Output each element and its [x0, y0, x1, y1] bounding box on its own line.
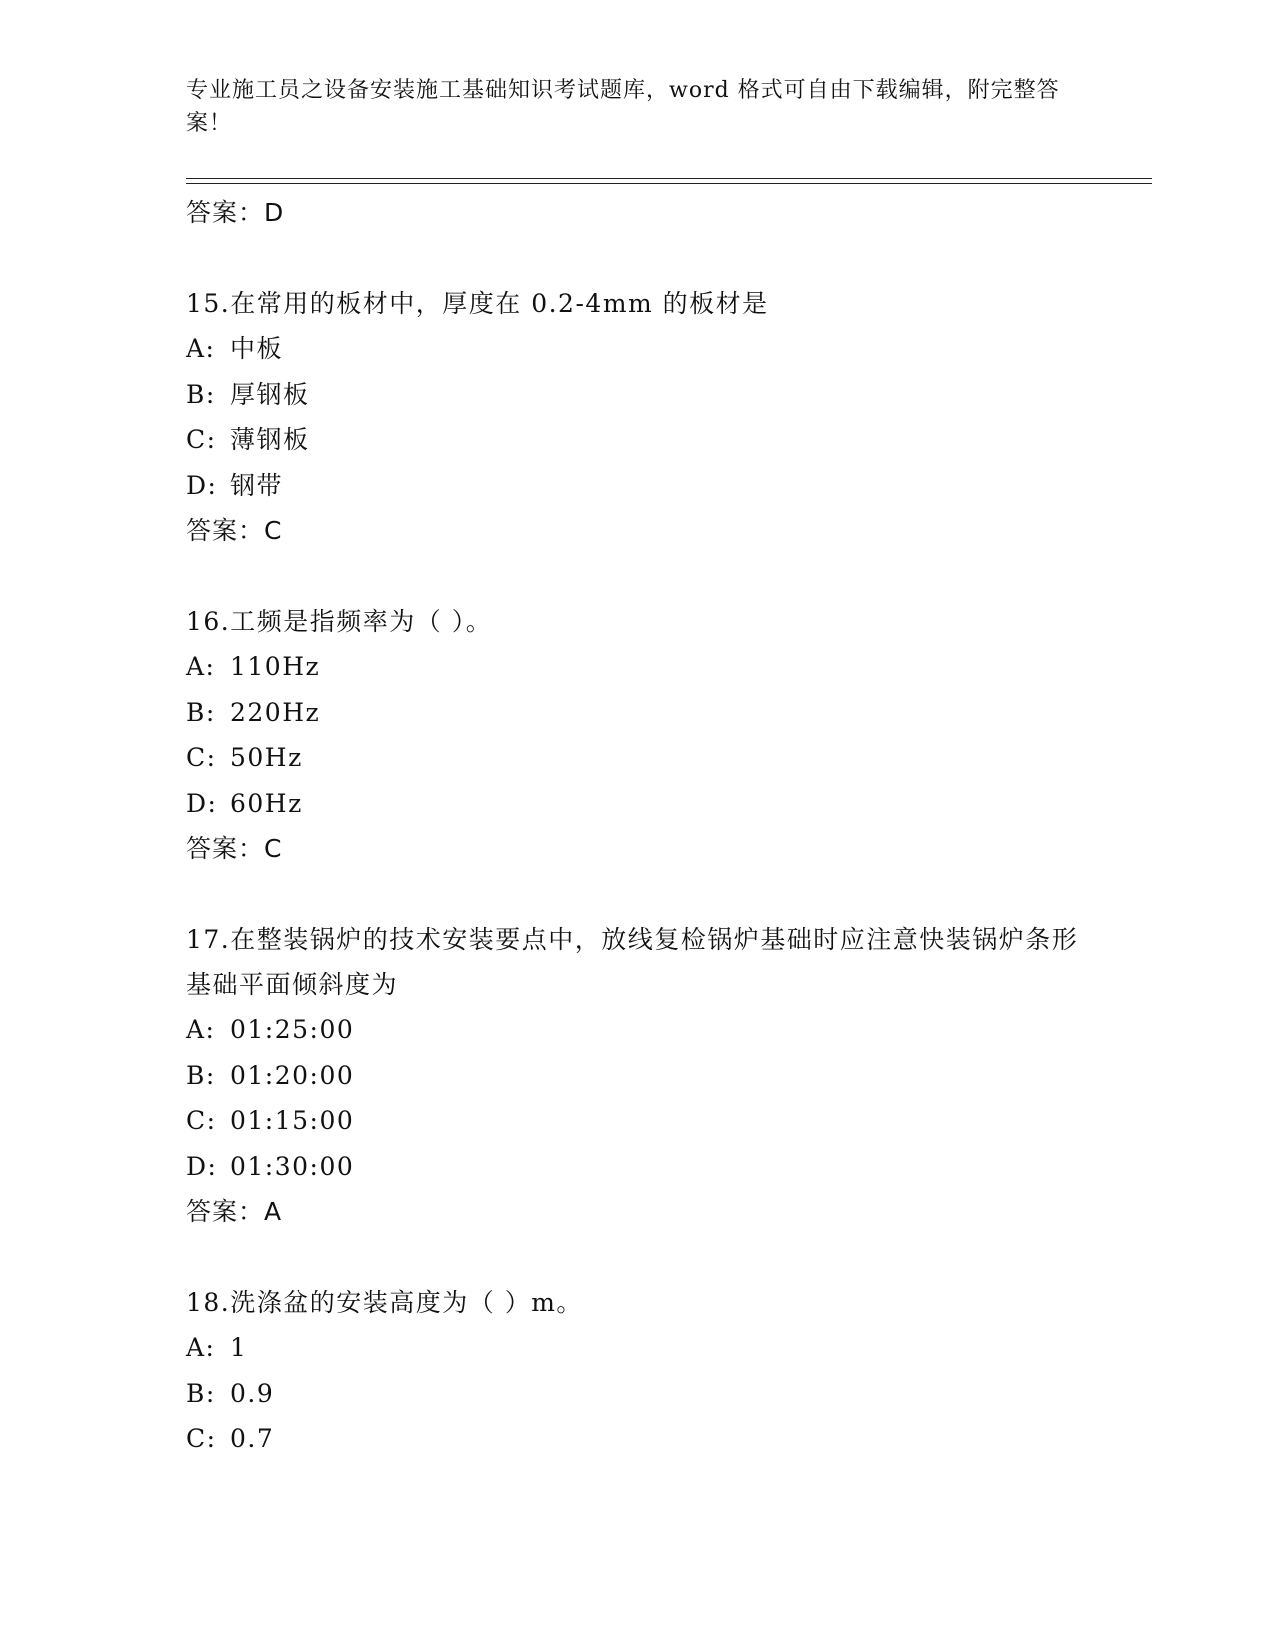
option-text: 0.7 — [230, 1424, 275, 1453]
option-letter: C: — [186, 1424, 217, 1453]
option-text: 220Hz — [230, 697, 321, 727]
answer-line: 答案：A — [186, 1197, 283, 1226]
option-text: 厚钢板 — [230, 379, 310, 409]
option-a — [186, 326, 1152, 372]
option-text: 薄钢板 — [230, 425, 310, 454]
option-c — [186, 1416, 1152, 1462]
option-a — [186, 1325, 1152, 1371]
option-b — [186, 690, 1152, 736]
option-d — [186, 781, 1152, 827]
option-letter: C: — [186, 425, 217, 454]
question-text: 18.洗涤盆的安装高度为（ ）m。 — [186, 1288, 583, 1317]
option-a — [186, 1007, 1152, 1053]
question-16 — [186, 599, 1152, 871]
option-text: 01:15:00 — [230, 1106, 355, 1135]
option-c — [186, 735, 1152, 781]
option-text: 50Hz — [230, 743, 303, 772]
option-b — [186, 1053, 1152, 1099]
question-text: 17.在整装锅炉的技术安装要点中，放线复检锅炉基础时应注意快装锅炉条形基础平面倾斜度为 — [186, 925, 1079, 999]
answer-line: 答案：C — [186, 834, 283, 863]
header-rule-bottom — [186, 183, 1152, 184]
option-b — [186, 1371, 1152, 1417]
option-letter: A: — [186, 1333, 216, 1362]
question-text: 16.工频是指频率为（ ）。 — [186, 607, 493, 636]
option-c — [186, 1098, 1152, 1144]
option-text: 0.9 — [230, 1378, 275, 1408]
question-18 — [186, 1280, 1152, 1462]
option-letter: B: — [186, 379, 216, 409]
question-17 — [186, 917, 1152, 1234]
option-text: 1 — [230, 1333, 248, 1362]
option-text: 01:25:00 — [230, 1015, 355, 1044]
option-letter: A: — [186, 1015, 216, 1044]
option-text: 01:20:00 — [230, 1060, 355, 1090]
question-15 — [186, 281, 1152, 553]
option-d — [186, 1144, 1152, 1190]
header-rule-top — [186, 178, 1152, 179]
option-letter: B: — [186, 697, 216, 727]
option-letter: B: — [186, 1378, 216, 1408]
answer-line: 答案：C — [186, 516, 283, 545]
option-letter: A: — [186, 334, 216, 363]
option-text: 60Hz — [230, 788, 303, 818]
option-text: 01:30:00 — [230, 1151, 355, 1181]
option-letter: C: — [186, 743, 217, 772]
option-text: 110Hz — [230, 652, 321, 681]
option-letter: D: — [186, 1151, 218, 1181]
option-a — [186, 644, 1152, 690]
option-text: 钢带 — [230, 470, 284, 500]
option-letter: A: — [186, 652, 216, 681]
question-list — [186, 190, 1152, 1462]
option-d — [186, 463, 1152, 509]
option-c — [186, 417, 1152, 463]
option-letter: D: — [186, 470, 218, 500]
option-b — [186, 372, 1152, 418]
header-note: 专业施工员之设备安装施工基础知识考试题库，word 格式可自由下载编辑，附完整答案！ — [186, 78, 1060, 136]
option-letter: C: — [186, 1106, 217, 1135]
question-text: 15.在常用的板材中，厚度在 0.2-4mm 的板材是 — [186, 289, 769, 318]
option-letter: D: — [186, 788, 218, 818]
answer-line: 答案：D — [186, 198, 285, 227]
option-text: 中板 — [230, 334, 284, 363]
option-letter: B: — [186, 1060, 216, 1090]
